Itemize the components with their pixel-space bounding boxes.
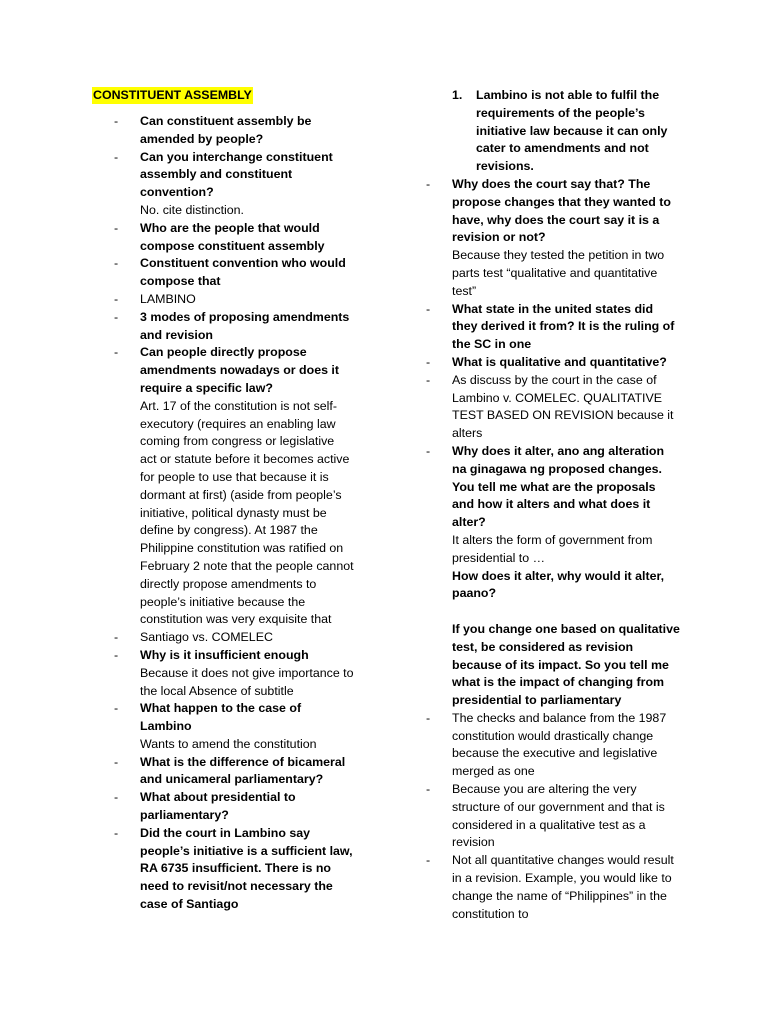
paragraph-gap: [452, 603, 680, 621]
item-number: 1.: [452, 88, 463, 102]
right-column: [426, 87, 680, 923]
bullet-dash: -: [114, 291, 119, 306]
bullet-dash: -: [114, 630, 119, 645]
bullet-dash: -: [114, 149, 119, 164]
question-text: What is qualitative and quantitative?: [452, 354, 667, 369]
answer-text: Santiago vs. COMELEC: [140, 630, 273, 645]
question-text: Why does it alter, ano ang alteration na ginagawa ng proposed changes. You tell me what are the proposals and how it alters and what does it alter?: [452, 443, 665, 530]
list-item: [92, 149, 354, 220]
question-text: Why does the court say that? The propose changes that they wanted to have, why does the court say it is a revision or not?: [452, 176, 671, 245]
followup-question-text: How does it alter, why would it alter, paano?: [452, 568, 665, 601]
question-text: What is the difference of bicameral and unicameral parliamentary?: [140, 754, 346, 787]
list-item: [92, 220, 354, 256]
list-item: [92, 754, 354, 790]
answer-text: Because they tested the petition in two parts test “qualitative and quantitative test”: [452, 248, 665, 298]
bullet-dash: -: [426, 176, 431, 191]
list-item: [92, 291, 354, 309]
list-item: [92, 309, 354, 345]
question-text: Why is it insufficient enough: [140, 647, 309, 662]
answer-text: LAMBINO: [140, 291, 196, 306]
numbered-item-text: Lambino is not able to fulfil the requirements of the people’s initiative law because it can only cater to amendments and not revisions.: [476, 88, 668, 174]
list-item: [426, 852, 680, 923]
bullet-dash: -: [426, 443, 431, 458]
list-item: [92, 113, 354, 149]
list-item: [92, 629, 354, 647]
bullet-dash: -: [426, 354, 431, 369]
question-text: Can people directly propose amendments nowadays or does it require a specific law?: [140, 345, 339, 395]
left-question-list: [92, 113, 354, 914]
bullet-dash: -: [114, 754, 119, 769]
list-item: [92, 700, 354, 753]
question-text: Constituent convention who would compose that: [140, 256, 346, 289]
bullet-dash: -: [114, 256, 119, 271]
bullet-dash: -: [426, 372, 431, 387]
bullet-dash: -: [114, 790, 119, 805]
bullet-dash: -: [114, 309, 119, 324]
list-item: [92, 647, 354, 700]
question-text: Can constituent assembly be amended by people?: [140, 114, 312, 146]
bullet-dash: -: [114, 647, 119, 662]
question-text: What happen to the case of Lambino: [140, 701, 302, 734]
answer-text: It alters the form of government from presidential to …: [452, 532, 653, 565]
bullet-dash: -: [114, 825, 119, 840]
followup-paragraph-text: If you change one based on qualitative test, be considered as revision because of its impact. So you tell me what is the impact of changing from presidential to parliamentary: [452, 621, 680, 708]
question-text: Did the court in Lambino say people’s initiative is a sufficient law, RA 6735 insufficient. There is no need to revisit/not necessary the case of Santiago: [140, 825, 353, 912]
list-item: [426, 301, 680, 354]
answer-text: Art. 17 of the constitution is not self-executory (requires an enabling law coming from congress or legislative act or statute before it becomes active for people to use that because it is dormant at first) (aside from people’s initiative, political dynasty must be define by congress). At 1987 the Philippine constitution was ratified on February 2 note that the people cannot directly propose amendments to people’s initiative because the constitution was very exquisite that: [140, 398, 354, 627]
right-question-list: [426, 176, 680, 923]
bullet-dash: -: [114, 114, 119, 128]
document-title: CONSTITUENT ASSEMBLY: [93, 88, 252, 102]
answer-text: The checks and balance from the 1987 constitution would drastically change because the executive and legislative merged as one: [452, 710, 667, 779]
list-item: [92, 789, 354, 825]
list-item: [92, 825, 354, 914]
list-item: [426, 354, 680, 372]
bullet-dash: -: [114, 220, 119, 235]
question-text: What state in the united states did they derived it from? It is the ruling of the SC in one: [452, 301, 675, 352]
list-item: [426, 443, 680, 710]
bullet-dash: -: [114, 701, 119, 716]
answer-text: As discuss by the court in the case of Lambino v. COMELEC. QUALITATIVE TEST BASED ON REVISION because it alters: [452, 372, 674, 441]
answer-text: Not all quantitative changes would result in a revision. Example, you would like to change the name of “Philippines” in the constitution to: [452, 853, 674, 921]
question-text: What about presidential to parliamentary?: [140, 790, 296, 823]
question-text: Can you interchange constituent assembly and constituent convention?: [140, 149, 333, 200]
list-item: [426, 372, 680, 443]
question-text: 3 modes of proposing amendments and revision: [140, 309, 350, 342]
list-item: [92, 344, 354, 629]
bullet-dash: -: [114, 345, 119, 360]
bullet-dash: -: [426, 782, 431, 797]
answer-text: Because you are altering the very structure of our government and that is considered in a qualitative test as a revision: [452, 782, 665, 850]
list-item: [92, 255, 354, 291]
answer-text: No. cite distinction.: [140, 202, 244, 217]
list-item: [426, 176, 680, 301]
bullet-dash: -: [426, 301, 431, 316]
question-text: Who are the people that would compose constituent assembly: [140, 220, 325, 253]
bullet-dash: -: [426, 853, 431, 868]
left-column: [92, 113, 354, 914]
answer-text: Because it does not give importance to the local Absence of subtitle: [140, 665, 354, 698]
numbered-item: [452, 87, 680, 176]
list-item: [426, 710, 680, 781]
list-item: [426, 781, 680, 852]
bullet-dash: -: [426, 710, 431, 725]
answer-text: Wants to amend the constitution: [140, 736, 317, 751]
